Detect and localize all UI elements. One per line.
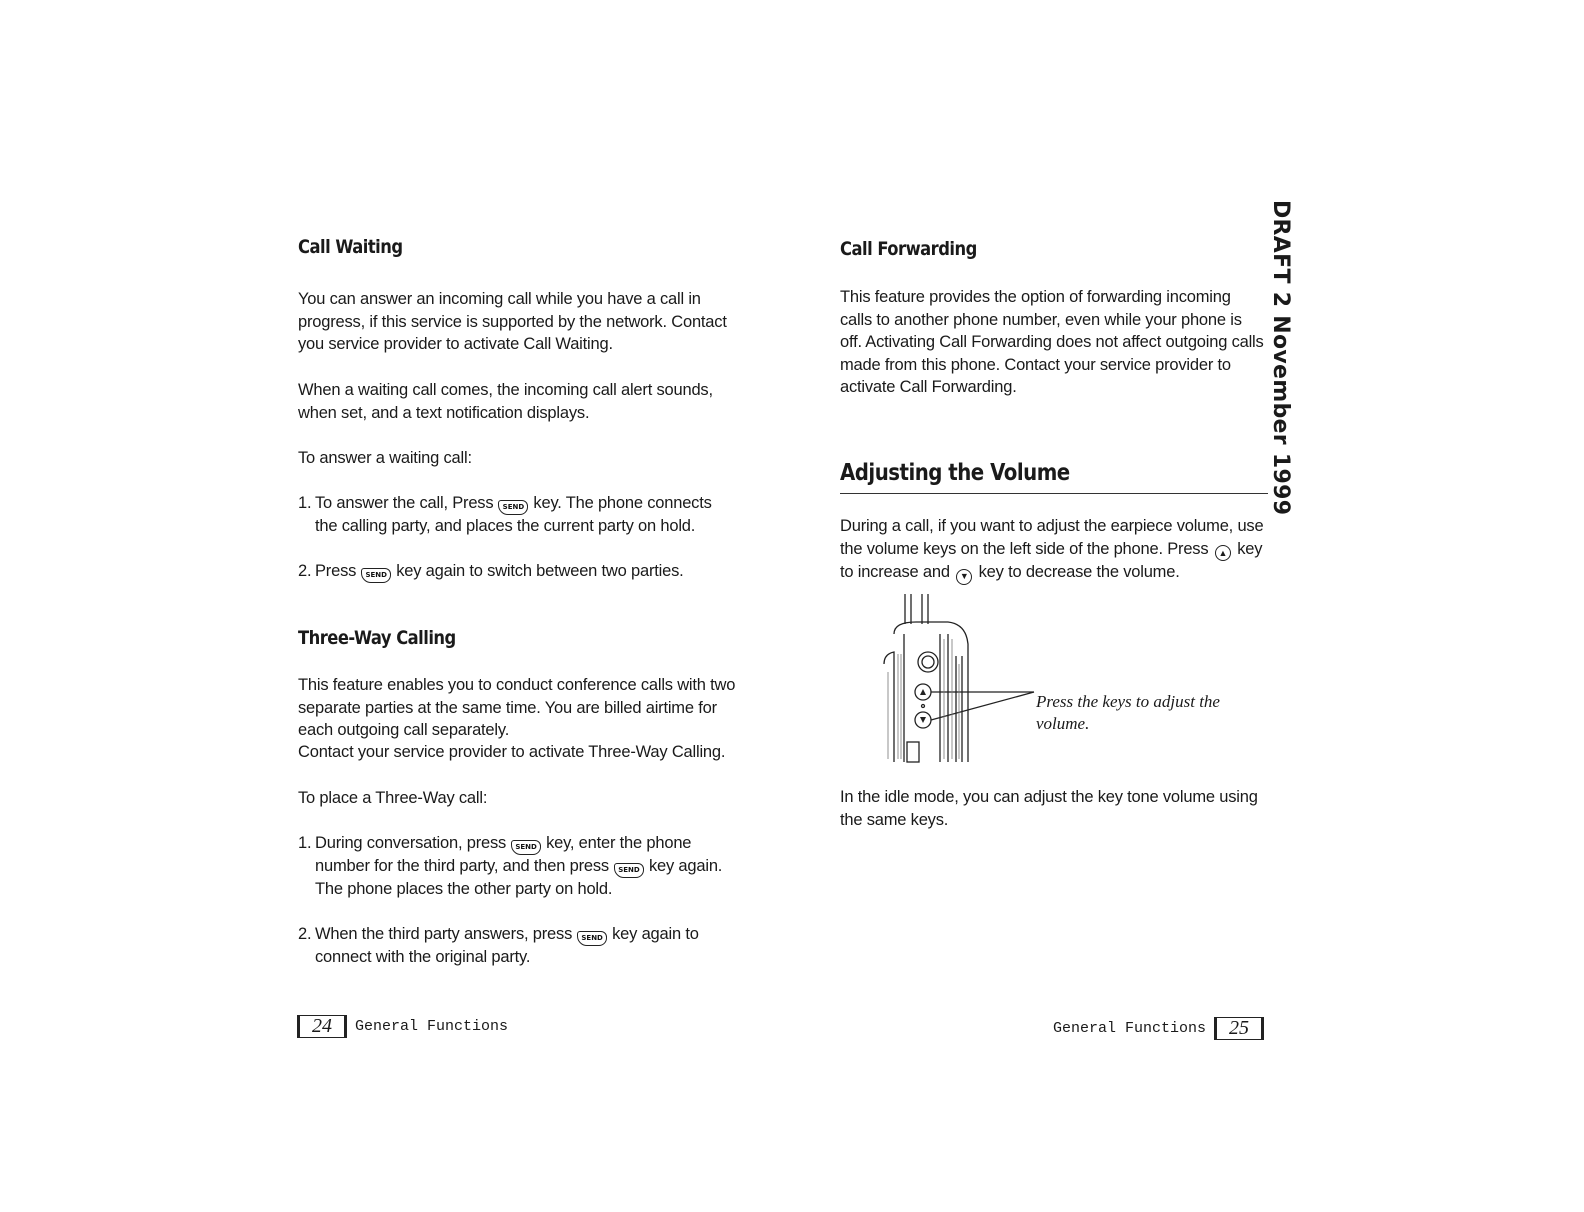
adjusting-volume-heading: Adjusting the Volume <box>840 460 1070 486</box>
phone-side-illustration <box>876 594 1036 766</box>
heading-rule <box>840 493 1268 494</box>
step-text: During conversation, press SEND key, enter the phone number for the third party, and then press SEND key again. The phone places the other party on hold. <box>315 834 723 898</box>
call-waiting-heading: Call Waiting <box>298 236 403 258</box>
volume-down-key-icon: ▼ <box>956 569 972 585</box>
three-way-calling-heading: Three-Way Calling <box>298 627 456 649</box>
call-waiting-paragraph-2: When a waiting call comes, the incoming call alert sounds, when set, and a text notification displays. <box>298 381 713 422</box>
three-way-paragraph-2: Contact your service provider to activate Three-Way Calling. <box>298 743 726 761</box>
page-number: 25 <box>1214 1017 1264 1040</box>
page-number: 24 <box>297 1015 347 1038</box>
send-key-icon: SEND <box>577 931 607 946</box>
draft-stamp: DRAFT 2 November 1999 <box>1268 200 1293 516</box>
send-key-icon: SEND <box>498 500 528 515</box>
send-key-icon: SEND <box>614 863 644 878</box>
step-number: 1. <box>298 834 312 852</box>
volume-paragraph-2: In the idle mode, you can adjust the key tone volume using the same keys. <box>840 788 1258 829</box>
step-number: 2. <box>298 562 312 580</box>
right-footer <box>1053 1017 1264 1040</box>
send-key-icon: SEND <box>511 840 541 855</box>
step-text: To answer the call, Press SEND key. The phone connects the calling party, and places the current party on hold. <box>315 494 712 535</box>
three-way-paragraph-1: This feature enables you to conduct conference calls with two separate parties at the same time. You are billed airtime for each outgoing call separately. <box>298 676 736 739</box>
step-text: When the third party answers, press SEND key again to connect with the original party. <box>315 925 699 966</box>
three-way-paragraph-3: To place a Three-Way call: <box>298 789 488 807</box>
call-waiting-paragraph-1: You can answer an incoming call while you have a call in progress, if this service is supported by the network. Contact you service provider to activate Call Waiting. <box>298 290 727 353</box>
call-waiting-paragraph-3: To answer a waiting call: <box>298 449 472 467</box>
step-number: 2. <box>298 925 312 943</box>
call-forwarding-paragraph: This feature provides the option of forwarding incoming calls to another phone number, even while your phone is off. Activating Call Forwarding does not affect outgoing calls made from this phone. Contact your service provider to activate Call Forwarding. <box>840 288 1264 396</box>
footer-section: General Functions <box>1053 1020 1207 1037</box>
step-number: 1. <box>298 494 312 512</box>
volume-up-key-icon: ▲ <box>1215 545 1231 561</box>
illustration-caption: Press the keys to adjust the volume. <box>1036 692 1220 733</box>
call-forwarding-heading: Call Forwarding <box>840 238 977 260</box>
volume-paragraph-1: During a call, if you want to adjust the earpiece volume, use the volume keys on the left side of the phone. Press ▲ key to increase and ▼ key to decrease the volume. <box>840 515 1265 585</box>
send-key-icon: SEND <box>361 568 391 583</box>
step-text: Press SEND key again to switch between two parties. <box>315 560 728 583</box>
footer-section: General Functions <box>355 1018 509 1035</box>
